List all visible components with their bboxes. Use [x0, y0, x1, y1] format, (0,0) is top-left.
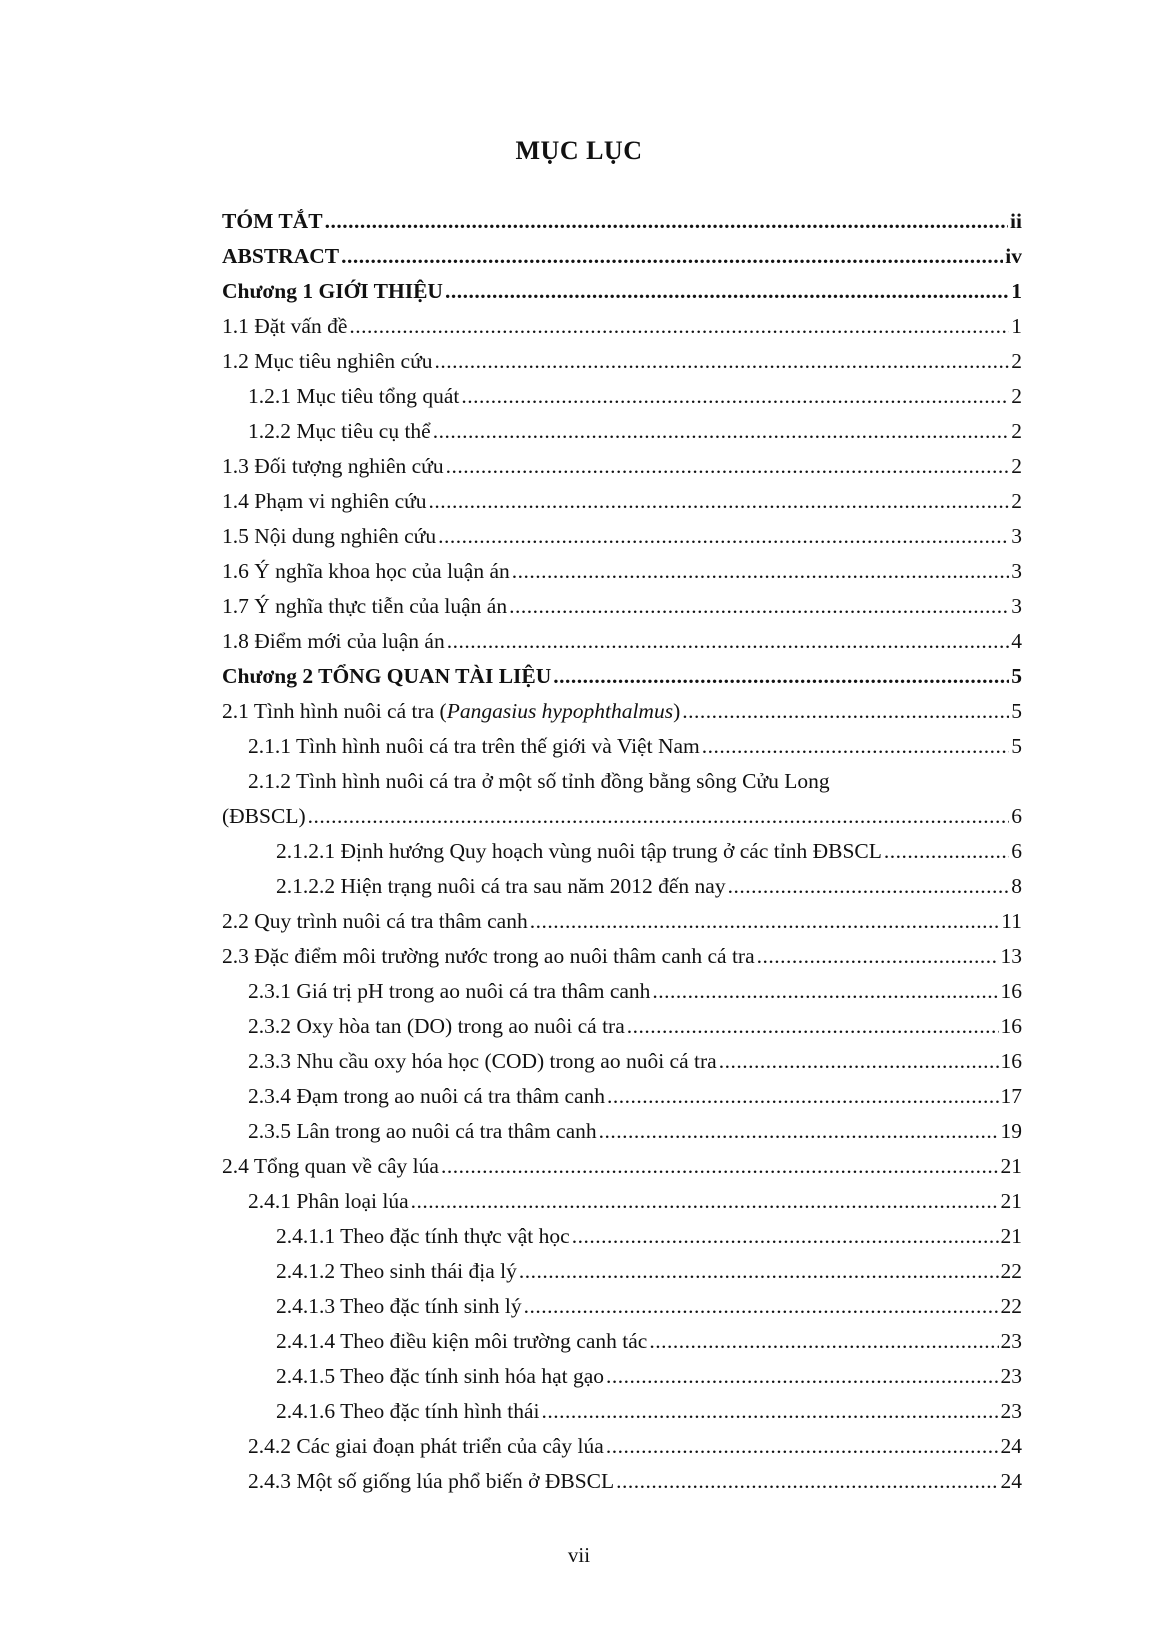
- toc-entry-label: 2.4.1.6 Theo đặc tính hình thái: [276, 1399, 540, 1423]
- toc-entry[interactable]: [222, 554, 1022, 589]
- toc-entry[interactable]: [222, 414, 1022, 449]
- toc-entry-page: ii: [1010, 209, 1022, 233]
- dot-leader: [599, 1114, 999, 1149]
- dot-leader: [349, 309, 1009, 344]
- toc-entry-label: 2.4.1.4 Theo điều kiện môi trường canh tác: [276, 1329, 648, 1353]
- dot-leader: [606, 1359, 998, 1394]
- dot-leader: [530, 904, 1000, 939]
- toc-entry[interactable]: [222, 939, 1022, 974]
- dot-leader: [512, 554, 1009, 589]
- toc-entry[interactable]: [222, 834, 1022, 869]
- dot-leader: [542, 1394, 999, 1429]
- dot-leader: [884, 834, 1009, 869]
- dot-leader: [757, 939, 999, 974]
- toc-entry-label: 2.3.5 Lân trong ao nuôi cá tra thâm canh: [248, 1119, 597, 1143]
- dot-leader: [702, 729, 1010, 764]
- toc-entry-page: 3: [1011, 559, 1022, 583]
- toc-entry-label: 2.3.1 Giá trị pH trong ao nuôi cá tra thâm canh: [248, 979, 651, 1003]
- toc-entry-continuation[interactable]: [222, 799, 1022, 834]
- toc-entry[interactable]: [222, 519, 1022, 554]
- toc-entry-label: 2.1.2.1 Định hướng Quy hoạch vùng nuôi tập trung ở các tỉnh ĐBSCL: [276, 839, 882, 863]
- toc-entry[interactable]: [222, 1009, 1022, 1044]
- toc-entry[interactable]: [222, 1464, 1022, 1499]
- dot-leader: [411, 1184, 999, 1219]
- page-number: vii: [567, 1543, 591, 1567]
- dot-leader: [308, 799, 1010, 834]
- dot-leader: [341, 239, 1003, 274]
- toc-entry-label: 1.2 Mục tiêu nghiên cứu: [222, 349, 433, 373]
- toc-entry-page: 4: [1011, 629, 1022, 653]
- toc-entry[interactable]: [222, 1359, 1022, 1394]
- toc-entry[interactable]: [222, 1114, 1022, 1149]
- dot-leader: [519, 1254, 999, 1289]
- dot-leader: [446, 449, 1010, 484]
- toc-entry-page: 1: [1011, 314, 1022, 338]
- dot-leader: [719, 1044, 999, 1079]
- toc-entry-page: 16: [1000, 1014, 1022, 1038]
- toc-entry-label: 2.3 Đặc điểm môi trường nước trong ao nuôi thâm canh cá tra: [222, 944, 755, 968]
- toc-entry-label: 1.4 Phạm vi nghiên cứu: [222, 489, 427, 513]
- toc-entry[interactable]: [222, 1324, 1022, 1359]
- toc-entry-label: 2.4.1.3 Theo đặc tính sinh lý: [276, 1294, 522, 1318]
- dot-leader: [433, 414, 1010, 449]
- toc-entry[interactable]: [222, 624, 1022, 659]
- toc-entry-page: 22: [1000, 1294, 1022, 1318]
- toc-entry-page: 5: [1011, 664, 1022, 688]
- toc-entry-page: 1: [1011, 279, 1022, 303]
- toc-entry-label: Chương 1 GIỚI THIỆU: [222, 279, 443, 303]
- toc-entry-label: TÓM TẮT: [222, 209, 323, 233]
- toc-entry-label: 2.4.2 Các giai đoạn phát triển của cây lúa: [248, 1434, 604, 1458]
- toc-entry-page: 13: [1000, 944, 1022, 968]
- toc-entry[interactable]: [222, 659, 1022, 694]
- toc-entry-label: 2.3.3 Nhu cầu oxy hóa học (COD) trong ao nuôi cá tra: [248, 1049, 717, 1073]
- toc-entry-page: 5: [1011, 734, 1022, 758]
- toc-entry-page: 3: [1011, 594, 1022, 618]
- dot-leader: [728, 869, 1010, 904]
- toc-entry-label: (ĐBSCL): [222, 804, 306, 828]
- toc-entry[interactable]: [222, 449, 1022, 484]
- dot-leader: [616, 1464, 998, 1499]
- dot-leader: [652, 974, 998, 1009]
- dot-leader: [435, 344, 1010, 379]
- toc-entry-label: 2.2 Quy trình nuôi cá tra thâm canh: [222, 909, 528, 933]
- dot-leader: [572, 1219, 999, 1254]
- toc-entry-page: 23: [1000, 1364, 1022, 1388]
- toc-entry[interactable]: [222, 694, 1022, 729]
- toc-entry-page: 16: [1000, 979, 1022, 1003]
- toc-entry[interactable]: [222, 1219, 1022, 1254]
- dot-leader: [429, 484, 1010, 519]
- species-name: Pangasius hypophthalmus: [446, 699, 674, 723]
- toc-entry[interactable]: [222, 589, 1022, 624]
- page-title: MỤC LỤC: [515, 136, 643, 165]
- dot-leader: [447, 624, 1010, 659]
- toc-entry-label: 1.7 Ý nghĩa thực tiễn của luận án: [222, 594, 508, 618]
- toc-entry-label: 2.4.1.2 Theo sinh thái địa lý: [276, 1259, 517, 1283]
- toc-entry[interactable]: [222, 764, 1022, 799]
- toc-entry[interactable]: [222, 869, 1022, 904]
- dot-leader: [524, 1289, 999, 1324]
- toc-entry-label: 2.4.1.1 Theo đặc tính thực vật học: [276, 1224, 570, 1248]
- dot-leader: [325, 204, 1008, 239]
- toc-entry-label: 1.6 Ý nghĩa khoa học của luận án: [222, 559, 510, 583]
- toc-entry-label: [222, 694, 680, 729]
- toc-entry-page: 21: [1000, 1189, 1022, 1213]
- dot-leader: [445, 274, 1009, 309]
- toc-entry-page: 24: [1000, 1469, 1022, 1493]
- toc-entry-label: 1.5 Nội dung nghiên cứu: [222, 524, 437, 548]
- toc-entry-label: 2.1.2 Tình hình nuôi cá tra ở một số tỉnh đồng bằng sông Cửu Long: [248, 769, 830, 793]
- toc-entry[interactable]: [222, 1429, 1022, 1464]
- toc-entry[interactable]: [222, 274, 1022, 309]
- toc-entry-page: 23: [1000, 1399, 1022, 1423]
- toc-entry[interactable]: [222, 974, 1022, 1009]
- dot-leader: [438, 519, 1009, 554]
- toc-entry-label: 2.4 Tổng quan về cây lúa: [222, 1154, 439, 1178]
- toc-entry-page: 22: [1000, 1259, 1022, 1283]
- toc-entry-label: 1.2.2 Mục tiêu cụ thể: [248, 419, 431, 443]
- dot-leader: [553, 659, 1009, 694]
- toc-entry[interactable]: [222, 904, 1022, 939]
- toc-entry[interactable]: [222, 729, 1022, 764]
- toc-entry[interactable]: [222, 1394, 1022, 1429]
- dot-leader: [607, 1079, 998, 1114]
- toc-entry[interactable]: [222, 1044, 1022, 1079]
- toc-entry-label: ABSTRACT: [222, 244, 340, 268]
- dot-leader: [606, 1429, 999, 1464]
- toc-entry-label: 2.1.1 Tình hình nuôi cá tra trên thế giới và Việt Nam: [248, 734, 700, 758]
- toc-entry[interactable]: [222, 1289, 1022, 1324]
- toc-entry-page: 16: [1000, 1049, 1022, 1073]
- toc-entry[interactable]: [222, 1149, 1022, 1184]
- dot-leader: [509, 589, 1009, 624]
- dot-leader: [441, 1149, 999, 1184]
- toc-entry-page: 3: [1011, 524, 1022, 548]
- toc-entry-page: 23: [1000, 1329, 1022, 1353]
- toc-entry-label: 2.4.3 Một số giống lúa phổ biến ở ĐBSCL: [248, 1469, 615, 1493]
- toc-entry-label: Chương 2 TỔNG QUAN TÀI LIỆU: [222, 664, 552, 688]
- toc-entry-label: 2.3.2 Oxy hòa tan (DO) trong ao nuôi cá tra: [248, 1014, 625, 1038]
- toc-entry-page: 17: [1000, 1084, 1022, 1108]
- toc-entry-page: 6: [1011, 804, 1022, 828]
- toc-entry-label: 1.8 Điểm mới của luận án: [222, 629, 445, 653]
- toc-entry-page: 2: [1011, 384, 1022, 408]
- dot-leader: [649, 1324, 998, 1359]
- toc-entry-page: 11: [1001, 909, 1022, 933]
- toc-entry-page: 19: [1000, 1119, 1022, 1143]
- toc-entry-page: 2: [1011, 349, 1022, 373]
- toc-entry-page: 2: [1011, 454, 1022, 478]
- toc-entry-page: 2: [1011, 489, 1022, 513]
- toc-entry-label: 2.1.2.2 Hiện trạng nuôi cá tra sau năm 2012 đến nay: [276, 874, 726, 898]
- toc-label-text: 2.1 Tình hình nuôi cá tra (: [222, 699, 447, 723]
- toc-entry-label: 1.1 Đặt vấn đề: [222, 314, 348, 338]
- toc-entry-label: 2.4.1 Phân loại lúa: [248, 1189, 409, 1213]
- toc-entry[interactable]: [222, 239, 1022, 274]
- toc-entry-label: 2.4.1.5 Theo đặc tính sinh hóa hạt gạo: [276, 1364, 605, 1388]
- table-of-contents: [222, 204, 1022, 1499]
- toc-entry[interactable]: [222, 344, 1022, 379]
- toc-entry[interactable]: [222, 484, 1022, 519]
- dot-leader: [627, 1009, 999, 1044]
- toc-entry[interactable]: [222, 1079, 1022, 1114]
- toc-entry-page: 2: [1011, 419, 1022, 443]
- toc-entry[interactable]: [222, 1184, 1022, 1219]
- toc-entry-page: 8: [1011, 874, 1022, 898]
- toc-entry-label: 1.2.1 Mục tiêu tổng quát: [248, 384, 460, 408]
- toc-entry-label: 1.3 Đối tượng nghiên cứu: [222, 454, 444, 478]
- toc-entry[interactable]: [222, 204, 1022, 239]
- toc-entry-page: 5: [1011, 699, 1022, 723]
- toc-entry-page: 21: [1000, 1154, 1022, 1178]
- dot-leader: [461, 379, 1009, 414]
- toc-entry-page: iv: [1005, 244, 1022, 268]
- toc-label-text: ): [673, 699, 681, 723]
- toc-entry-page: 24: [1000, 1434, 1022, 1458]
- toc-entry[interactable]: [222, 1254, 1022, 1289]
- toc-entry-page: 21: [1000, 1224, 1022, 1248]
- toc-entry-page: 6: [1011, 839, 1022, 863]
- toc-entry[interactable]: [222, 379, 1022, 414]
- toc-entry[interactable]: [222, 309, 1022, 344]
- toc-entry-label: 2.3.4 Đạm trong ao nuôi cá tra thâm canh: [248, 1084, 606, 1108]
- dot-leader: [682, 694, 1009, 729]
